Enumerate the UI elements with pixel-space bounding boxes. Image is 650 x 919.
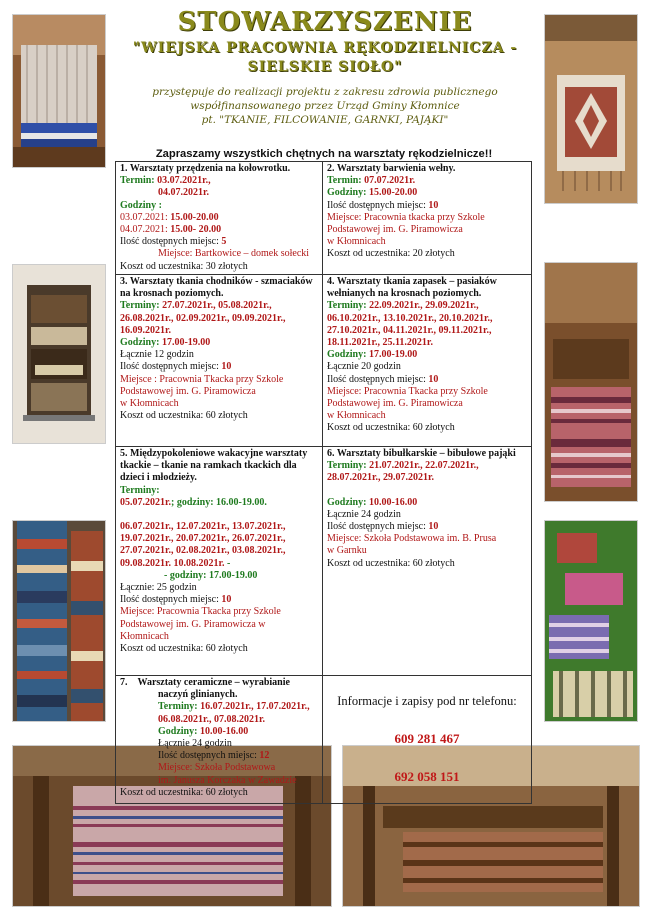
workshop-3-term-dates-3: 16.09.2021r. [120,324,172,336]
workshop-3-place-3: w Kłomnicach [120,398,179,410]
invite-text: Zapraszamy wszystkich chętnych na warsztaty rękodzielnicze!! [155,148,493,160]
workshop-6-cost: Koszt od uczestnika: 60 złotych [327,557,455,569]
subtitle-line-3: pt. "TKANIE, FILCOWANIE, GARNKI, PAJĄKI" [201,114,449,126]
workshop-5-seats: 10 [218,594,232,606]
workshop-5-place-2: Podstawowej im. G. Piramowicza w [120,618,266,630]
workshop-3-total: Łącznie 12 godzin [120,349,194,361]
workshop-7-title-1: Warsztaty ceramiczne – wyrabianie [137,677,290,688]
workshop-1-day-2: 04.07.2021: [120,224,168,236]
workshop-4-term-dates-4: 18.11.2021r., 25.11.2021r. [327,337,433,349]
photo-rugs-left-3 [12,520,106,722]
workshop-1-title: 1. Warsztaty przędzenia na kołowrotku. [120,163,291,174]
workshop-7-number: 7. [120,677,128,688]
workshop-6-term-label: Terminy: [327,460,367,472]
workshop-7-total: Łącznie 24 godzin [158,738,232,750]
workshop-3-seats: 10 [218,361,232,373]
workshop-1-hours-1: 15.00-20.00 [167,211,219,223]
workshop-5-place-1: Miejsce: Pracownia Tkacka przy Szkole [120,606,281,618]
workshop-5-dates-2: 19.07.2021r., 20.07.2021r., 26.07.2021r., [120,533,286,545]
workshop-4-hours: 17.00-19.00 [366,349,418,361]
workshop-4-place-3: w Kłomnicach [327,410,386,422]
workshop-4-hours-label: Godziny: [327,349,367,361]
workshop-5-title: 5. Międzypokoleniowe wakacyjne warsztaty tkackie – tkanie na ramkach tkackich dla dzieci i młodzieży. [120,448,308,484]
workshop-7-cost: Koszt od uczestnika: 60 złotych [120,786,248,798]
workshop-4-seats: 10 [425,373,439,385]
workshop-4-title: 4. Warsztaty tkania zapasek – pasiaków wełnianych na krosnach poziomych. [327,276,497,300]
workshop-1-term-label: Termin: [120,175,155,187]
workshop-2-hours-label: Godziny: [327,187,367,199]
workshop-2-seats-label: Ilość dostępnych miejsc: [327,199,426,211]
workshop-6-seats-label: Ilość dostępnych miejsc: [327,521,426,533]
workshop-1 [116,162,323,275]
workshop-4-place-2: Podstawowej im. G. Piramowicza [327,398,463,410]
workshop-2-term-label: Termin: [327,175,362,187]
workshop-5-hours: - godziny: 17.00-19.00 [164,569,258,581]
workshop-6-place-1: Miejsce: Szkoła Podstawowa im. B. Prusa [327,533,497,545]
workshop-7 [116,676,323,804]
workshop-7-term-label: Terminy: [158,701,198,713]
workshop-6-total: Łącznie 24 godzin [327,508,401,520]
workshop-3-term-dates-1: 27.07.2021r., 05.08.2021r., [159,300,272,312]
workshop-5 [116,447,323,676]
workshop-1-hours-label: Godziny : [120,199,162,211]
workshop-3-seats-label: Ilość dostępnych miejsc: [120,361,219,373]
workshop-4-term-label: Terminy: [327,300,367,312]
workshop-5-total: Łącznie: 25 godzin [120,582,197,594]
photo-tapestry-right-1 [544,14,638,204]
workshop-6-term-dates-1: 21.07.2021r., 22.07.2021r., [366,460,479,472]
workshop-4-term-dates-1: 22.09.2021r., 29.09.2021r., [366,300,479,312]
workshop-7-seats: 12 [256,750,270,762]
workshop-2-place-2: Podstawowej im. G. Piramowicza [327,224,463,236]
title-line-3: SIELSKIE SIOŁO" [247,59,403,75]
workshop-2-hours: 15.00-20.00 [366,187,418,199]
workshop-4-place-1: Miejsce: Pracownia Tkacka przy Szkole [327,385,488,397]
workshop-6-hours-label: Godziny: [327,496,367,508]
workshop-7-hours-label: Godziny: [158,725,198,737]
workshop-3-place-1: Miejsce : Pracownia Tkacka przy Szkole [120,373,284,385]
workshop-5-place-3: Kłomnicach [120,630,169,642]
title-line-1: STOWARZYSZENIE [177,7,473,37]
workshop-3-cost: Koszt od uczestnika: 60 złotych [120,410,248,422]
workshop-2-term-date: 07.07.2021r. [361,175,416,187]
workshop-3-hours-label: Godziny: [120,337,160,349]
contact-label: Informacje i zapisy pod nr telefonu: [337,694,517,708]
workshop-5-first-hours: ; godziny: 16.00-19.00. [171,496,267,508]
title-line-2: "WIEJSKA PRACOWNIA RĘKODZIELNICZA - [132,40,518,56]
workshop-5-seats-label: Ilość dostępnych miejsc: [120,594,219,606]
workshop-5-term-label: Terminy: [120,484,160,496]
workshop-2-place-1: Miejsce: Pracownia tkacka przy Szkole [327,211,485,223]
workshops-table [115,161,532,804]
workshop-2 [323,162,532,275]
workshop-5-dates-4: 09.08.2021r. 10.08.2021r. [120,557,225,569]
workshop-5-dates-1: 06.07.2021r., 12.07.2021r., 13.07.2021r., [120,521,286,533]
workshop-4-seats-label: Ilość dostępnych miejsc: [327,373,426,385]
photo-wall-hanging-left-2 [12,264,106,444]
workshop-1-term-date-2: 04.07.2021r. [158,187,210,199]
workshop-6-title: 6. Warsztaty bibułkarskie – bibułowe pająki [327,448,516,459]
workshop-6-seats: 10 [425,521,439,533]
workshop-5-dates-3: 27.07.2021r., 02.08.2021r., 03.08.2021r., [120,545,286,557]
workshop-1-place: Miejsce: Bartkowice – domek sołecki [158,248,310,260]
workshop-1-hours-2: 15.00- 20.00 [167,224,222,236]
contact-cell [323,676,532,804]
workshop-2-cost: Koszt od uczestnika: 20 złotych [327,248,455,260]
workshop-6 [323,447,532,676]
photo-rugs-grass-right-3 [544,520,638,722]
workshop-4-total: Łącznie 20 godzin [327,361,401,373]
workshop-3-hours: 17.00-19.00 [159,337,211,349]
photo-loom-right-2 [544,262,638,502]
workshop-4-term-dates-2: 06.10.2021r., 13.10.2021r., 20.10.2021r., [327,312,493,324]
workshop-1-term-date-1: 03.07.2021r., [154,175,211,187]
workshop-4 [323,275,532,447]
workshop-3 [116,275,323,447]
workshop-4-term-dates-3: 27.10.2021r., 04.11.2021r., 09.11.2021r., [327,324,492,336]
workshop-3-title: 3. Warsztaty tkania chodników - szmaciaków na krosnach poziomych. [120,276,313,300]
subtitle-line-1: przystępuje do realizacji projektu z zakresu zdrowia publicznego [152,86,498,98]
subtitle-line-2: współfinansowanego przez Urząd Gminy Kłomnice [190,100,460,112]
workshop-1-cost: Koszt od uczestnika: 30 złotych [120,260,248,272]
workshop-6-term-dates-2: 28.07.2021r., 29.07.2021r. [327,472,435,484]
workshop-3-place-2: Podstawowej im. G. Piramowicza [120,385,256,397]
header [110,8,540,127]
workshop-7-title-2: naczyń glinianych. [158,689,238,701]
workshop-1-seats: 5 [218,236,227,248]
workshop-3-term-label: Terminy: [120,300,160,312]
workshop-7-seats-label: Ilość dostępnych miejsc: [158,750,257,762]
workshop-7-hours: 10.00-16.00 [197,725,249,737]
workshop-6-place-2: w Garnku [327,545,367,557]
workshop-5-first-date: 05.07.2021r. [120,496,172,508]
workshop-7-term-dates-2: 06.08.2021r., 07.08.2021r. [158,713,266,725]
workshop-6-hours: 10.00-16.00 [366,496,418,508]
workshop-5-cost: Koszt od uczestnika: 60 złotych [120,643,248,655]
workshop-3-term-dates-2: 26.08.2021r., 02.09.2021r., 09.09.2021r., [120,312,286,324]
workshop-2-place-3: w Kłomnicach [327,236,386,248]
workshop-7-place-2: im. Janusza Korczaka w Zawadzie [158,774,297,786]
workshop-5-dates-4-dash: - [224,557,231,569]
workshop-1-seats-label: Ilość dostępnych miejsc: [120,236,219,248]
phone-number-1[interactable]: 609 281 467 [394,731,460,747]
workshop-7-term-dates-1: 16.07.2021r., 17.07.2021r., [197,701,310,713]
workshop-1-day-1: 03.07.2021: [120,211,168,223]
workshop-2-seats: 10 [425,199,439,211]
workshop-7-place-1: Miejsce: Szkoła Podstawowa [158,762,276,774]
phone-number-2[interactable]: 692 058 151 [394,769,460,785]
workshop-4-cost: Koszt od uczestnika: 60 złotych [327,422,455,434]
workshop-2-title: 2. Warsztaty barwienia wełny. [327,163,456,174]
photo-loom-left-1 [12,14,106,168]
